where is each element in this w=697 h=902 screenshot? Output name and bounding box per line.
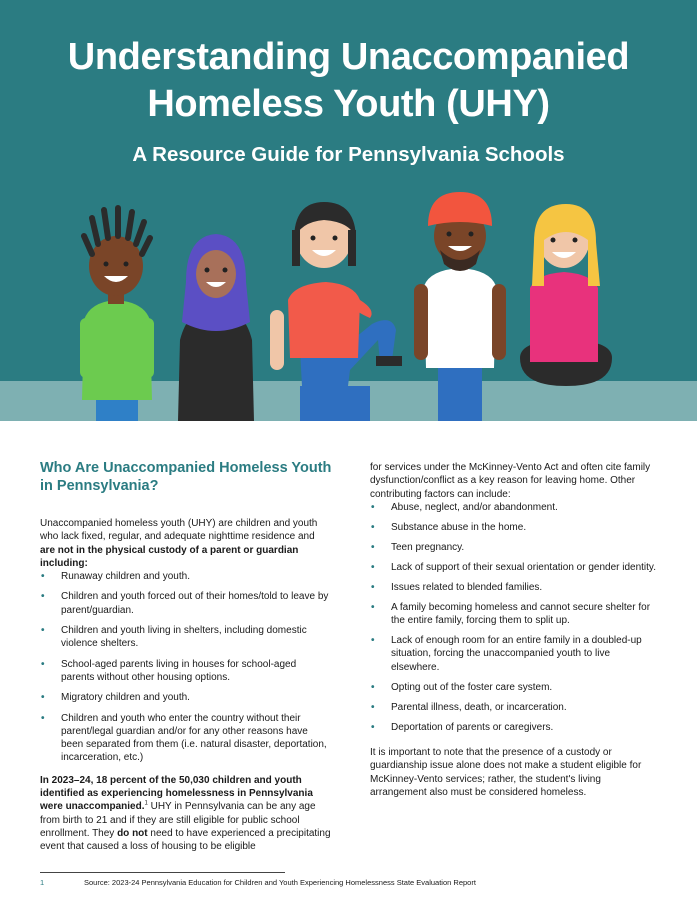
list-item-text: A family becoming homeless and cannot secure shelter for the entire family, forcing them to split up. (391, 601, 651, 627)
list-item-text: Teen pregnancy. (391, 541, 465, 553)
list-item-text: Children and youth forced out of their homes/told to leave by parent/guardian. (61, 591, 329, 616)
bullet-icon: • (371, 521, 375, 533)
statistics-paragraph (40, 774, 332, 854)
statistics-text-2: need to have experienced a precipitating event that caused a loss of housing to be eligible (40, 827, 331, 853)
intro-paragraph (40, 517, 332, 570)
list-item-text: Deportation of parents or caregivers. (391, 721, 554, 733)
page-title (0, 34, 697, 128)
list-item (370, 581, 660, 594)
youth-figure-pink-shirt (520, 204, 612, 386)
list-item (370, 681, 660, 694)
title-line-2: Homeless Youth (UHY) (147, 83, 550, 125)
bullet-icon: • (41, 571, 45, 583)
bullet-icon: • (371, 501, 375, 513)
main-content (0, 421, 697, 902)
list-item-text: Lack of support of their sexual orientation or gender identity. (391, 561, 656, 573)
statistics-emphasis-2: do not (117, 827, 148, 839)
footnote-text: Source: 2023-24 Pennsylvania Education for Children and Youth Experiencing Homelessness State Evaluation Report (84, 878, 476, 887)
list-item-text: Lack of enough room for an entire family in a doubled-up situation, forcing the unaccompanied youth to live elsewhere. (391, 635, 642, 673)
bullet-icon: • (371, 581, 375, 593)
youth-figure-green-shirt (80, 208, 154, 421)
list-item-text: Substance abuse in the home. (391, 521, 527, 533)
uhy-definition-list (40, 570, 332, 765)
bullet-icon: • (41, 591, 45, 603)
list-item (370, 721, 660, 734)
list-item (370, 634, 660, 674)
contributing-factors-list (370, 501, 660, 734)
continuation-paragraph: for services under the McKinney-Vento Act and often cite family dysfunction/conflict as a key reason for leaving home. Other contributing factors can include: (370, 462, 651, 500)
list-item (370, 561, 660, 574)
footnote-divider (40, 872, 285, 873)
bullet-icon: • (371, 721, 375, 733)
list-item-text: Children and youth who enter the country without their parent/legal guardian and/or for any other reasons have been separated from them (i.e. natural disaster, deportation, incarceration, etc.) (61, 712, 327, 764)
list-item (40, 590, 332, 617)
list-item-text: Runaway children and youth. (61, 571, 190, 583)
youth-figure-hijab (178, 234, 254, 421)
list-item (370, 701, 660, 714)
list-item-text: Abuse, neglect, and/or abandonment. (391, 501, 558, 513)
bullet-icon: • (371, 635, 375, 647)
list-item-text: School-aged parents living in houses for school-aged parents without other housing options. (61, 658, 297, 683)
list-item (40, 691, 332, 704)
bullet-icon: • (371, 541, 375, 553)
section-heading: Who Are Unaccompanied Homeless Youth in Pennsylvania? (40, 460, 332, 494)
list-item-text: Migratory children and youth. (61, 692, 190, 704)
statistics-emphasis: In 2023–24, 18 percent of the 50,030 children and youth identified as experiencing homelessness in Pennsylvania were unaccompanied. (40, 774, 313, 813)
bullet-icon: • (371, 601, 375, 613)
bullet-icon: • (41, 658, 45, 670)
list-item (40, 624, 332, 651)
list-item-text: Issues related to blended families. (391, 581, 543, 593)
list-item (370, 501, 660, 514)
bullet-icon: • (41, 625, 45, 637)
right-column (370, 461, 660, 799)
bullet-icon: • (371, 701, 375, 713)
intro-text: Unaccompanied homeless youth (UHY) are children and youth who lack fixed, regular, and adequate nighttime residence and (40, 518, 318, 543)
footnote (40, 878, 660, 888)
bullet-icon: • (371, 561, 375, 573)
title-line-1: Understanding Unaccompanied (67, 36, 630, 78)
hero-banner (0, 0, 697, 421)
list-item-text: Opting out of the foster care system. (391, 681, 553, 693)
youth-figure-red-shirt (270, 202, 402, 421)
list-item (370, 601, 660, 628)
list-item (370, 521, 660, 534)
bullet-icon: • (371, 681, 375, 693)
footnote-number: 1 (40, 878, 45, 887)
list-item-text: Parental illness, death, or incarceration. (391, 701, 567, 713)
list-item (40, 570, 332, 583)
statistics-text: UHY in Pennsylvania can be any age from birth to 21 and if they are still eligible for public school enrollment. They (40, 801, 316, 839)
page-subtitle: A Resource Guide for Pennsylvania Schools (132, 143, 565, 166)
bullet-icon: • (41, 712, 45, 724)
intro-emphasis: are not in the physical custody of a parent or guardian including: (40, 544, 299, 569)
closing-paragraph: It is important to note that the presence of a custody or guardianship issue alone does not make a student eligible for McKinney-Vento services; rather, the student's living arrangement also must be considered homeless. (370, 746, 642, 798)
footnote-reference: 1 (144, 801, 148, 808)
youth-figure-turban (414, 192, 506, 421)
list-item-text: Children and youth living in shelters, including domestic violence shelters. (61, 625, 307, 650)
youth-group-illustration (0, 190, 697, 421)
list-item (40, 712, 332, 765)
bullet-icon: • (41, 692, 45, 704)
left-column (40, 459, 332, 854)
list-item (370, 541, 660, 554)
list-item (40, 658, 332, 685)
